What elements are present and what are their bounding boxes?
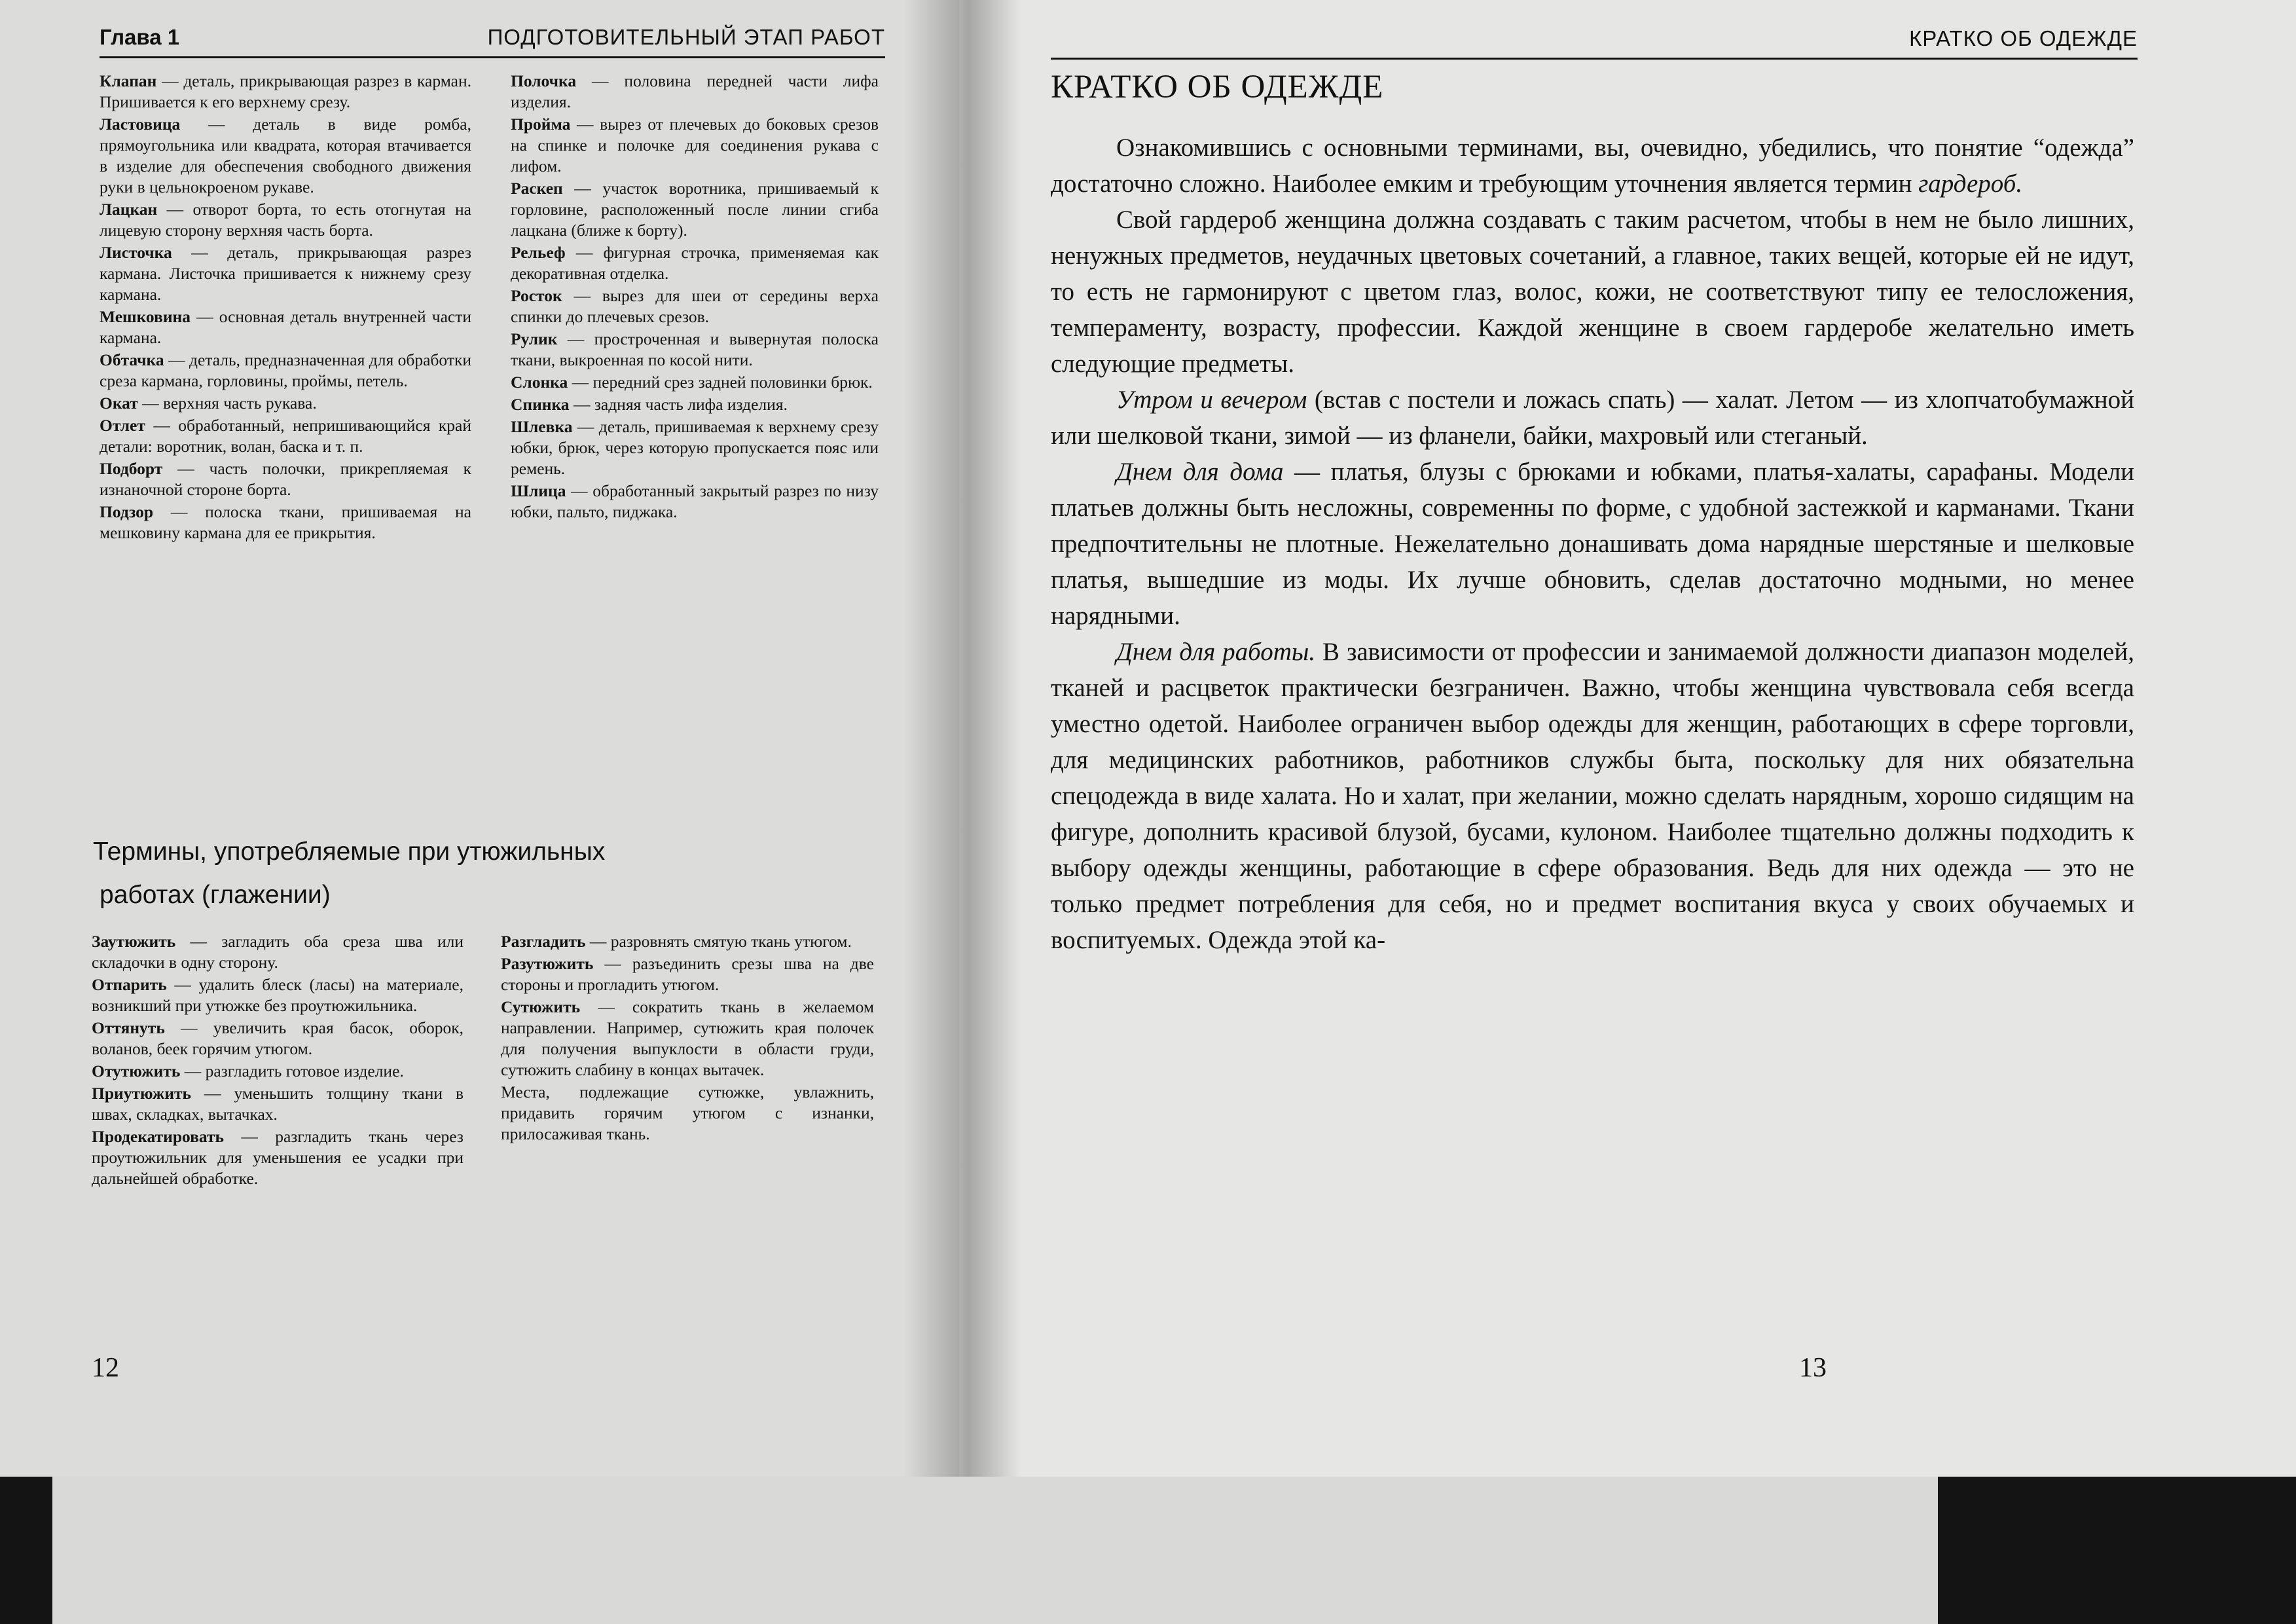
- ironing-entry: Заутюжить — загладить оба среза шва или складочки в одну сторону.: [92, 932, 464, 972]
- heading-line-1: Термины, употребляемые при утюжильных: [93, 838, 606, 866]
- glossary-entry: Слонка — передний срез задней половинки брюк.: [511, 373, 873, 392]
- chapter-label: Глава 1: [100, 25, 180, 49]
- ironing-note: Места, подлежащие сутюжке, увлажнить, придавить горячим утюгом с изнанки, прилосаживая ткань.: [501, 1082, 874, 1143]
- ironing-entry: Отпарить — удалить блеск (ласы) на материале, возникший при утюжке без проутюжильника.: [92, 975, 464, 1015]
- glossary-entry: Мешковина — основная деталь внутренней части кармана.: [100, 307, 471, 347]
- glossary-entry: Окат — верхняя часть рукава.: [100, 394, 317, 413]
- heading-line-2: работах (глажении): [100, 881, 331, 909]
- glossary-entry: Лацкан — отворот борта, то есть отогнутая на лицевую сторону верхняя часть борта.: [100, 200, 471, 240]
- right-page: [959, 0, 2296, 1477]
- paragraph: Днем для работы. В зависимости от профессии и занимаемой должности диапазон моделей, тканей и расцветок практически безграничен. Важно, чтобы женщина чувствовала себя всегда уместно одетой. Наиболее ограничен выбор одежды для женщин, работающих в сфере торговли, для медицинских работников, работников службы быта, поскольку для них обязательна спецодежда в виде халата. Но и халат, при желании, можно сделать нарядным, хорошо сидящим на фигуре, дополнить красивой блузой, бусами, кулоном. Наиболее тщательно должны подходить к выбору одежды женщины, работающие в сфере образования. Ведь для них одежда — это не только предмет потребления для себя, но и предмет воспитания вкуса у своих обучаемых и воспитуемых. Одежда этой ка-: [1051, 638, 2134, 954]
- running-title: КРАТКО ОБ ОДЕЖДЕ: [1909, 26, 2138, 50]
- header-rule: [1051, 58, 2138, 60]
- glossary-entry: Обтачка — деталь, предназначенная для обработки среза кармана, горловины, проймы, петель.: [100, 350, 471, 390]
- ironing-column-1: [92, 931, 464, 1190]
- glossary-entry: Шлевка — деталь, пришиваемая к верхнему срезу юбки, брюк, через которую пропускается пояс или ремень.: [511, 417, 879, 478]
- page-number-right: 13: [1799, 1353, 1827, 1383]
- paragraph: Утром и вечером (встав с постели и ложась спать) — халат. Летом — из хлопчатобумажной или шелковой ткани, зимой — из фланели, байки, махровый или стеганый.: [1051, 386, 2134, 450]
- paragraph: Свой гардероб женщина должна создавать с таким расчетом, чтобы в нем не было лишних, ненужных предметов, неудачных цветовых сочетаний, а главное, таких вещей, которые ей не идут, то есть не гармонируют с цветом глаз, волос, кожи, не соответствуют типу ее телосложения, темпераменту, возрасту, профессии. Каждой женщине в своем гардеробе желательно иметь следующие предметы.: [1051, 206, 2134, 378]
- page-number-left: 12: [92, 1353, 119, 1383]
- right-running-header: [1038, 26, 2138, 59]
- ironing-entry: Сутюжить — сократить ткань в желаемом направлении. Например, сутюжить края полочек для получения выпуклости в области груди, сутюжить слабину в концах вытачек.: [501, 997, 874, 1079]
- paragraph: Ознакомившись с основными терминами, вы, очевидно, убедились, что понятие “одежда” достаточно сложно. Наиболее емким и требующим уточнения является термин гардероб.: [1051, 134, 2134, 198]
- paragraph: Днем для дома — платья, блузы с брюками и юбками, платья-халаты, сарафаны. Модели платьев должны быть несложны, современны по форме, с удобной застежкой и карманами. Ткани предпочтительны не плотные. Нежелательно донашивать дома нарядные шерстяные и шелковые платья, вышедшие из моды. Их лучше обновить, сделав достаточно модными, но менее нарядными.: [1051, 458, 2134, 630]
- glossary-entry: Подборт — часть полочки, прикрепляемая к изнаночной стороне борта.: [100, 459, 471, 499]
- glossary-entry: Клапан — деталь, прикрывающая разрез в карман. Пришивается к его верхнему срезу.: [100, 71, 471, 111]
- under-sheet: [52, 1473, 1938, 1624]
- body-text: [1051, 130, 2134, 958]
- chapter-heading: КРАТКО ОБ ОДЕЖДЕ: [1051, 69, 1384, 105]
- glossary-entry: Росток — вырез для шеи от середины верха спинки до плечевых срезов.: [511, 286, 879, 326]
- glossary-entry: Пройма — вырез от плечевых до боковых срезов на спинке и полочке для соединения рукава с лифом.: [511, 115, 879, 175]
- section-title: ПОДГОТОВИТЕЛЬНЫЙ ЭТАП РАБОТ: [487, 25, 885, 49]
- glossary-entry: Спинка — задняя часть лифа изделия.: [511, 395, 788, 414]
- book-gutter-shadow: [903, 0, 1021, 1477]
- glossary-entry: Шлица — обработанный закрытый разрез по низу юбки, пальто, пиджака.: [511, 481, 879, 521]
- glossary-entry: Рельеф — фигурная строчка, применяемая как декоративная отделка.: [511, 243, 879, 283]
- glossary-entry: Раскеп — участок воротника, пришиваемый к горловине, расположенный после линии сгиба лацкана (ближе к борту).: [511, 179, 879, 240]
- glossary-entry: Отлет — обработанный, непришивающийся край детали: воротник, волан, баска и т. п.: [100, 416, 471, 456]
- ironing-entry: Оттянуть — увеличить края басок, оборок, воланов, беек горячим утюгом.: [92, 1018, 464, 1058]
- ironing-column-2: [501, 931, 874, 1146]
- header-rule: [100, 56, 885, 58]
- left-page: [0, 0, 959, 1477]
- ironing-entry: Разутюжить — разъединить срезы шва на две стороны и прогладить утюгом.: [501, 954, 874, 994]
- glossary-entry: Полочка — половина передней части лифа изделия.: [511, 71, 879, 111]
- ironing-entry: Приутюжить — уменьшить толщину ткани в швах, складках, вытачках.: [92, 1084, 464, 1124]
- ironing-section-heading: [93, 830, 879, 917]
- left-running-header: [100, 25, 885, 58]
- glossary-entry: Листочка — деталь, прикрывающая разрез кармана. Листочка пришивается к нижнему срезу кармана.: [100, 243, 471, 304]
- glossary-entry: Ластовица — деталь в виде ромба, прямоугольника или квадрата, которая втачивается в изделие для обеспечения свободного движения руки в цельнокроеном рукаве.: [100, 115, 471, 196]
- glossary-entry: Подзор — полоска ткани, пришиваемая на мешковину кармана для ее прикрытия.: [100, 502, 471, 542]
- ironing-entry: Продекатировать — разгладить ткань через проутюжильник для уменьшения ее усадки при дальнейшей обработке.: [92, 1127, 464, 1188]
- ironing-entry: Отутюжить — разгладить готовое изделие.: [92, 1061, 404, 1080]
- ironing-entry: Разгладить — разровнять смятую ткань утюгом.: [501, 932, 852, 951]
- glossary-column-2: [511, 71, 879, 524]
- glossary-column-1: [100, 71, 471, 545]
- glossary-entry: Рулик — простроченная и вывернутая полоска ткани, выкроенная по косой нити.: [511, 329, 879, 369]
